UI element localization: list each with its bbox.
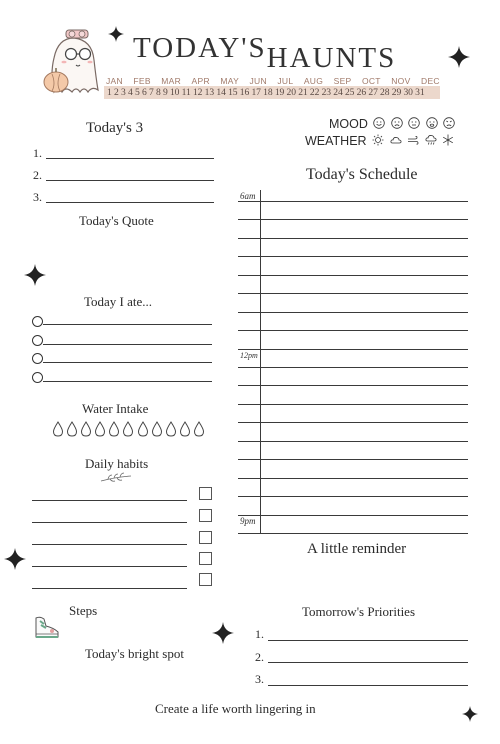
bright-spot-title: Today's bright spot — [85, 646, 184, 661]
todays-3-line[interactable] — [46, 202, 214, 203]
schedule-line[interactable] — [238, 201, 468, 202]
daily-habits-title: Daily habits — [85, 456, 149, 471]
neutral-face-icon[interactable] — [408, 117, 420, 129]
water-drop-icon[interactable] — [165, 421, 177, 437]
snowflake-icon[interactable] — [442, 134, 454, 146]
tomorrow-line[interactable] — [268, 685, 468, 686]
day-strip: 1 2 3 4 5 6 7 8 9 10 11 12 13 14 15 16 17 18 19 20 21 22 23 24 25 26 27 28 29 30 31 — [104, 86, 440, 99]
time-label-6am: 6am — [240, 191, 256, 201]
tomorrow-number: 3. — [255, 672, 264, 686]
water-drop-icon[interactable] — [137, 421, 149, 437]
month: MAY — [220, 76, 240, 86]
todays-3-title: Today's 3 — [86, 120, 144, 136]
ate-checkbox[interactable] — [32, 372, 43, 383]
schedule-line[interactable] — [238, 312, 468, 313]
water-drop-icon[interactable] — [108, 421, 120, 437]
month: OCT — [361, 76, 381, 86]
page-title — [133, 32, 397, 74]
ate-line[interactable] — [43, 381, 212, 382]
month: JUL — [277, 76, 294, 86]
water-drop-icon[interactable] — [122, 421, 134, 437]
water-intake-title: Water Intake — [82, 401, 149, 416]
month: APR — [191, 76, 210, 86]
month: AUG — [303, 76, 324, 86]
schedule-line[interactable] — [238, 349, 468, 350]
time-label-12pm: 12pm — [240, 351, 258, 360]
ate-checkbox[interactable] — [32, 335, 43, 346]
sparkle-icon — [462, 706, 478, 722]
title-part1: TODAY'S — [133, 32, 267, 64]
ate-line[interactable] — [43, 362, 212, 363]
tomorrow-title: Tomorrow's Priorities — [302, 604, 416, 619]
schedule-line[interactable] — [238, 478, 468, 479]
habit-checkbox[interactable] — [199, 487, 212, 500]
schedule-line[interactable] — [238, 238, 468, 239]
happy-face-icon[interactable] — [373, 117, 385, 129]
schedule-line[interactable] — [238, 330, 468, 331]
sparkle-icon — [448, 46, 470, 68]
time-label-9pm: 9pm — [240, 516, 256, 526]
month: JAN — [106, 76, 123, 86]
schedule-line[interactable] — [238, 256, 468, 257]
weather-row — [305, 134, 454, 148]
month: JUN — [249, 76, 267, 86]
todays-3-number: 2. — [33, 168, 42, 182]
water-drop-icon[interactable] — [179, 421, 191, 437]
tomorrow-number: 2. — [255, 650, 264, 664]
title-part2: HAUNTS — [266, 42, 397, 74]
month-row — [106, 76, 440, 86]
schedule-line[interactable] — [238, 533, 468, 534]
month: SEP — [333, 76, 352, 86]
month: DEC — [421, 76, 440, 86]
habit-line[interactable] — [32, 566, 187, 567]
sneaker-icon — [32, 612, 62, 642]
schedule-line[interactable] — [238, 219, 468, 220]
tomorrow-line[interactable] — [268, 640, 468, 641]
weather-label: WEATHER — [305, 134, 367, 148]
schedule-line[interactable] — [238, 441, 468, 442]
sparkle-icon — [212, 622, 234, 644]
angry-face-icon[interactable] — [443, 117, 455, 129]
water-drop-icon[interactable] — [151, 421, 163, 437]
habit-checkbox[interactable] — [199, 509, 212, 522]
water-drop-icon[interactable] — [66, 421, 78, 437]
schedule-title: Today's Schedule — [306, 166, 418, 183]
schedule-line[interactable] — [238, 496, 468, 497]
todays-quote-title: Today's Quote — [79, 213, 154, 228]
todays-3-line[interactable] — [46, 180, 214, 181]
wind-icon[interactable] — [407, 134, 419, 146]
todays-3-number: 1. — [33, 146, 42, 160]
ate-checkbox[interactable] — [32, 353, 43, 364]
sad-face-icon[interactable] — [391, 117, 403, 129]
reminder-title: A little reminder — [307, 541, 407, 557]
steps-title: Steps — [69, 603, 98, 618]
ghost-illustration — [40, 24, 102, 98]
month: FEB — [133, 76, 151, 86]
water-drop-icon[interactable] — [193, 421, 205, 437]
month: MAR — [161, 76, 182, 86]
schedule-line[interactable] — [238, 275, 468, 276]
sparkle-icon — [108, 26, 124, 42]
crying-face-icon[interactable] — [426, 117, 438, 129]
footer-text: Create a life worth lingering in — [155, 701, 316, 716]
cloud-icon[interactable] — [390, 134, 402, 146]
tomorrow-line[interactable] — [268, 662, 468, 663]
rain-cloud-icon[interactable] — [425, 134, 437, 146]
ate-line[interactable] — [43, 344, 212, 345]
habit-line[interactable] — [32, 588, 187, 589]
sprig-icon — [100, 472, 132, 484]
habit-line[interactable] — [32, 500, 187, 501]
mood-row — [329, 117, 455, 131]
schedule-line[interactable] — [238, 367, 468, 368]
schedule-line[interactable] — [238, 404, 468, 405]
sparkle-icon — [4, 548, 26, 570]
ate-line[interactable] — [43, 324, 212, 325]
water-drop-icon[interactable] — [80, 421, 92, 437]
schedule-line[interactable] — [238, 385, 468, 386]
habit-line[interactable] — [32, 522, 187, 523]
water-drops — [52, 421, 207, 441]
water-drop-icon[interactable] — [52, 421, 64, 437]
schedule-line[interactable] — [238, 422, 468, 423]
todays-3-line[interactable] — [46, 158, 214, 159]
schedule-line[interactable] — [238, 515, 468, 516]
habit-checkbox[interactable] — [199, 531, 212, 544]
sparkle-icon — [24, 264, 46, 286]
habit-checkbox[interactable] — [199, 552, 212, 565]
todays-3-number: 3. — [33, 190, 42, 204]
tomorrow-number: 1. — [255, 627, 264, 641]
ate-checkbox[interactable] — [32, 316, 43, 327]
sun-icon[interactable] — [372, 134, 384, 146]
habit-checkbox[interactable] — [199, 573, 212, 586]
schedule-divider — [260, 190, 261, 533]
habit-line[interactable] — [32, 544, 187, 545]
month: NOV — [391, 76, 411, 86]
water-drop-icon[interactable] — [94, 421, 106, 437]
mood-label: MOOD — [329, 117, 368, 131]
schedule-line[interactable] — [238, 459, 468, 460]
today-i-ate-title: Today I ate... — [84, 294, 153, 309]
schedule-line[interactable] — [238, 293, 468, 294]
